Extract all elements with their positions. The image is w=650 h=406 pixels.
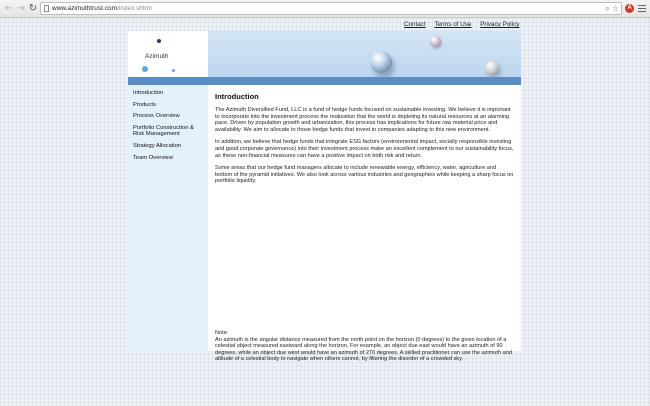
url-host: www.azimuthtrust.com: [52, 5, 118, 12]
sphere-icon: [485, 61, 499, 75]
address-bar[interactable]: [40, 2, 622, 15]
browser-toolbar: [0, 0, 650, 18]
reload-icon[interactable]: ↻: [28, 3, 38, 14]
top-links: [404, 21, 524, 28]
header-bar: [128, 77, 521, 85]
logo-dot-icon: [172, 69, 175, 72]
logo-dot-icon: [142, 66, 148, 72]
logo[interactable]: [128, 31, 208, 77]
logo-dot-icon: [157, 39, 161, 43]
sidebar-item-team-overview[interactable]: Team Overview: [133, 154, 173, 161]
sidebar-item-process-overview[interactable]: Process Overview: [133, 113, 180, 120]
logo-text: Azimuth: [145, 53, 169, 60]
url-path: /index.shtml: [117, 5, 152, 12]
intro-paragraph-3: Some areas that our hedge fund managers allocate to include renewable energy, efficiency, water, agriculture and bottom of the pyramid initiatives. We also look across various industries and geographies while keeping a sharp focus on portfolio liquidity.: [215, 165, 514, 185]
site-container: [128, 31, 521, 363]
sidebar-item-strategy-allocation[interactable]: Strategy Allocation: [133, 142, 182, 149]
page-title: Introduction: [215, 92, 259, 101]
sidebar-item-introduction[interactable]: Introduction: [133, 90, 164, 96]
privacy-policy-link[interactable]: Privacy Policy: [480, 21, 520, 28]
back-icon[interactable]: ←: [4, 3, 14, 14]
terms-of-use-link[interactable]: Terms of Use: [434, 21, 472, 28]
sidebar: [128, 85, 208, 351]
forward-icon[interactable]: →: [16, 3, 26, 14]
header-banner: [208, 31, 521, 77]
main-content: [208, 85, 521, 363]
note-text: An azimuth is the angular distance measured from the north point on the horizon (0 degrees) to the given location of a celestial object measured eastward along the horizon. For example, an object due east would have an azimuth of 90 degrees, while an object due west would have an azimuth of 270 degrees. A skilled practitioner can use the azimuth and altitude of a celestial body to navigate when others cannot, by filtering the disorder of a crowded sky.: [215, 336, 512, 363]
sidebar-item-portfolio-construction[interactable]: Portfolio Construction & Risk Management: [133, 124, 194, 138]
note-label: Note:: [215, 330, 229, 336]
intro-paragraph-1: The Azimuth Diversified Fund, LLC is a fund of hedge funds focused on sustainable investing. We believe it is important to incorporate into the investment process the realization that the world is depleting its natural resources at an alarming pace. Driven by population growth and urbanization, this process has implications for future raw material price and availability. We aim to allocate to those hedge funds that invest in companies adapting to this new environment.: [215, 107, 511, 133]
page-icon: [44, 5, 49, 12]
contact-link[interactable]: Contact: [404, 21, 426, 28]
sphere-icon: [430, 36, 441, 47]
zoom-icon[interactable]: ⌕: [605, 4, 610, 13]
menu-icon[interactable]: [638, 3, 646, 14]
azimuth-note: [215, 330, 515, 363]
sidebar-item-products[interactable]: Products: [133, 101, 156, 108]
intro-paragraph-2: In addition, we believe that hedge funds that integrate ESG factors (environmental impact, socially responsible investing and good corporate governance) into their investment process make an excellent complement to our sustainability focus, as these non-financial measures can have a positive impact on both risk and return.: [215, 139, 514, 159]
extension-icon[interactable]: A: [625, 4, 634, 13]
star-icon[interactable]: ☆: [611, 4, 619, 13]
sphere-icon: [370, 51, 392, 73]
